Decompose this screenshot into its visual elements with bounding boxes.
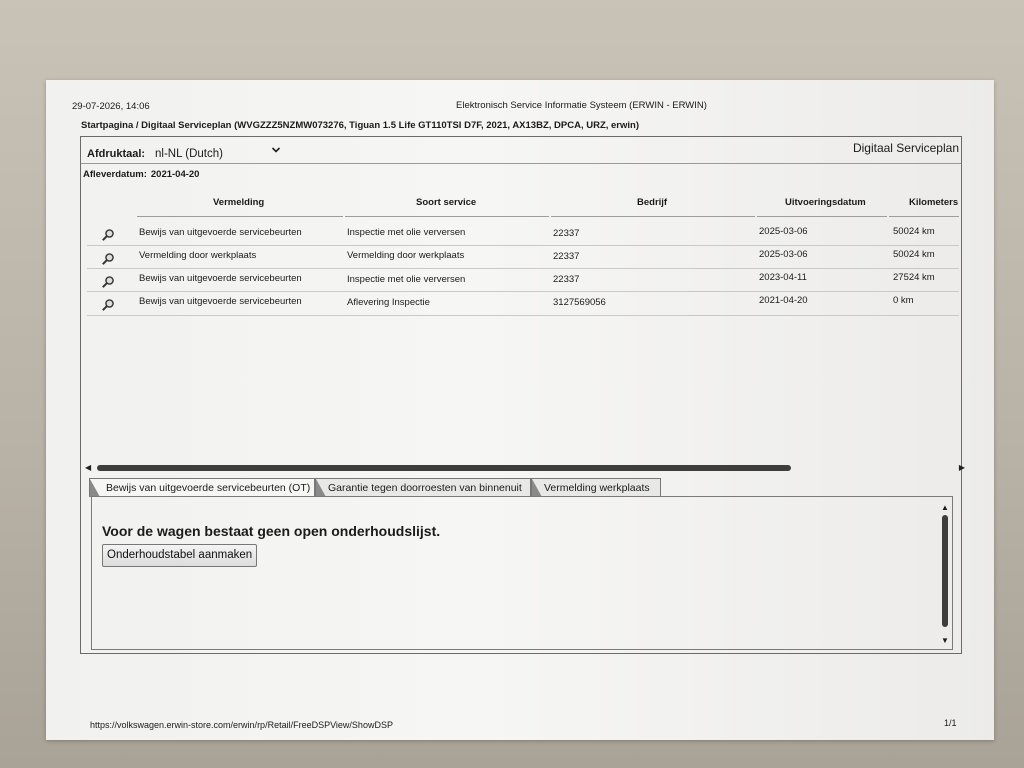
scroll-right-icon[interactable]: ▶ [958,463,965,472]
tab-label: Bewijs van uitgevoerde servicebeurten (OT) [106,482,311,494]
tab-vermelding-werkplaats[interactable] [531,478,661,497]
col-header-kilometers[interactable]: Kilometers [909,197,959,208]
tab-servicebeurten[interactable] [89,478,315,497]
tab-garantie-doorroesten[interactable] [315,478,531,497]
page-url: https://volkswagen.erwin-store.com/erwin/rp/Retail/FreeDSPView/ShowDSP [90,720,393,730]
col-header-soort-service[interactable]: Soort service [416,197,477,208]
scrollbar-thumb[interactable] [97,465,791,471]
header-divider [551,216,755,217]
chevron-down-icon[interactable] [271,145,281,158]
cell-bedrijf: 22337 [553,251,580,262]
printed-page [46,80,994,740]
cell-vermelding: Bewijs van uitgevoerde servicebeurten [139,273,302,284]
cell-vermelding: Bewijs van uitgevoerde servicebeurten [139,296,302,307]
scrollbar-thumb[interactable] [942,515,948,627]
cell-vermelding: Vermelding door werkplaats [139,250,257,261]
cell-soort-service: Inspectie met olie verversen [347,227,466,238]
cell-soort-service: Inspectie met olie verversen [347,274,466,285]
print-datetime: 29-07-2026, 14:06 [72,101,150,112]
breadcrumb[interactable]: Startpagina / Digitaal Serviceplan (WVGZZZ5NZMW073276, Tiguan 1.5 Life GT110TSI D7F, 2021, AX13BZ, DPCA, URZ, erwin) [81,120,640,131]
scroll-down-icon[interactable]: ▼ [941,636,949,645]
row-divider [87,268,959,269]
tab-label: Garantie tegen doorroesten van binnenuit [328,482,522,494]
cell-uitvoeringsdatum: 2023-04-11 [759,272,807,283]
magnifier-icon[interactable] [101,252,115,266]
cell-kilometers: 50024 km [893,226,935,237]
magnifier-icon[interactable] [101,228,115,242]
cell-uitvoeringsdatum: 2021-04-20 [759,295,808,306]
cell-kilometers: 50024 km [893,249,935,260]
tab-label: Vermelding werkplaats [544,482,650,494]
cell-soort-service: Aflevering Inspectie [347,297,430,308]
header-divider [137,216,343,217]
magnifier-icon[interactable] [101,298,115,312]
scroll-up-icon[interactable]: ▲ [941,503,949,512]
vertical-scrollbar[interactable] [940,503,950,645]
delivery-date-value: 2021-04-20 [150,169,200,180]
row-divider [87,315,959,316]
header-divider [889,216,959,217]
horizontal-scrollbar[interactable] [85,463,965,473]
cell-uitvoeringsdatum: 2025-03-06 [759,226,808,237]
scroll-left-icon[interactable]: ◀ [85,463,92,472]
cell-kilometers: 0 km [893,295,914,306]
tab-notch-icon [316,479,326,497]
system-title: Elektronisch Service Informatie Systeem (ERWIN - ERWIN) [456,100,707,111]
col-header-bedrijf[interactable]: Bedrijf [637,197,668,208]
cell-bedrijf: 22337 [553,274,580,285]
tab-panel [91,496,953,650]
service-plan-frame [80,136,965,654]
cell-kilometers: 27524 km [893,272,935,283]
magnifier-icon[interactable] [101,275,115,289]
tab-notch-icon [532,479,542,497]
delivery-date-label: Afleverdatum: [83,169,147,180]
page-title: Digitaal Serviceplan [852,141,959,155]
language-select[interactable]: nl-NL (Dutch) [155,148,223,160]
cell-bedrijf: 3127569056 [553,297,606,308]
row-divider [87,291,959,292]
col-header-vermelding[interactable]: Vermelding [213,197,265,208]
cell-bedrijf: 22337 [553,228,580,239]
page-number: 1/1 [944,718,957,728]
tab-notch-icon [90,479,100,497]
cell-uitvoeringsdatum: 2025-03-06 [759,249,808,260]
header-divider [757,216,887,217]
cell-vermelding: Bewijs van uitgevoerde servicebeurten [139,227,302,238]
col-header-uitvoeringsdatum[interactable]: Uitvoeringsdatum [785,197,866,208]
language-label: Afdruktaal: [87,148,146,160]
topbar [81,137,961,164]
create-maintenance-table-button[interactable]: Onderhoudstabel aanmaken [102,544,257,567]
cell-soort-service: Vermelding door werkplaats [347,250,465,261]
row-divider [87,245,959,246]
header-divider [345,216,549,217]
no-maintenance-list-message: Voor de wagen bestaat geen open onderhoudslijst. [102,523,441,539]
delivery-date [83,169,199,180]
